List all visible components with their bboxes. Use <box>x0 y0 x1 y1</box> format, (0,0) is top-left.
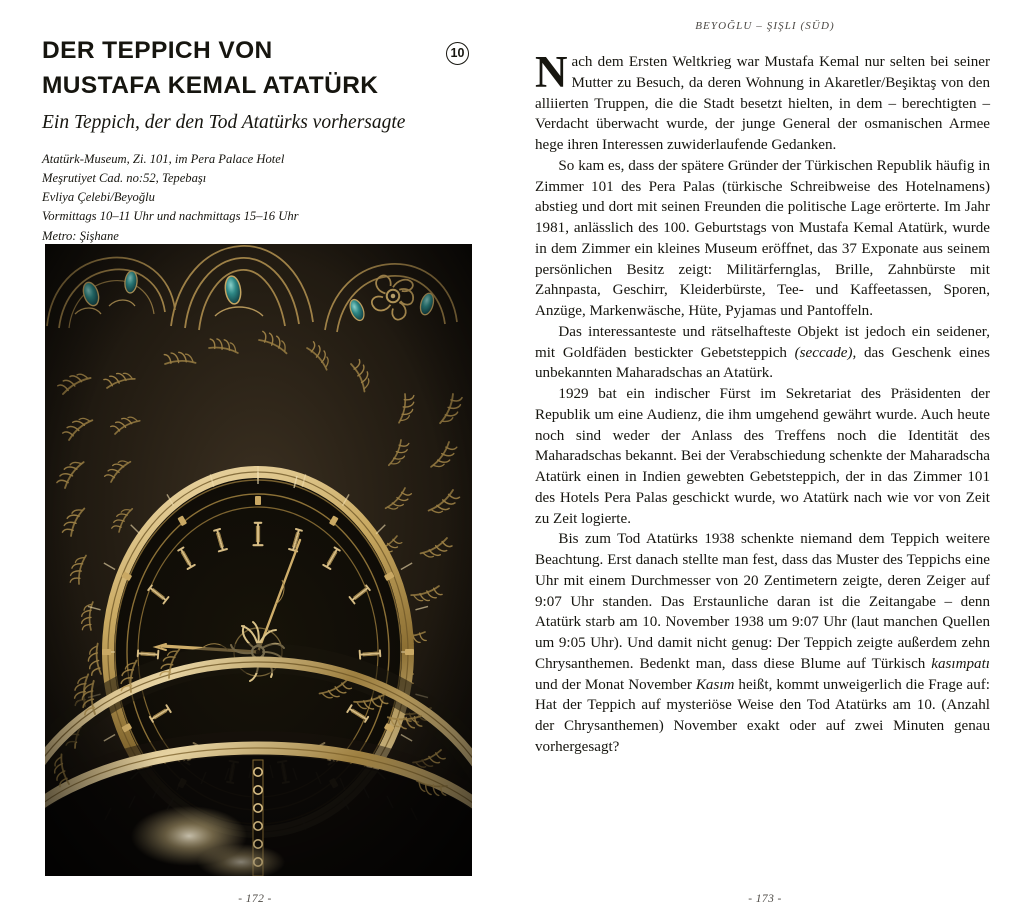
info-line-district: Evliya Çelebi/Beyoğlu <box>42 190 155 205</box>
paragraph-2: So kam es, dass der spätere Gründer der Türkischen Republik häufig in Zimmer 101 des Pera Palas (türkische Schreibweise des Hotelnamens) abstieg und dort mit seinen Freunden die politische Lage erörterte. Im Jahr 1981, anlässlich des 100. Geburtstags von Mustafa Kemal Atatürk, wurde in dem Zimmer ein kleines Museum eröffnet, das 37 Exponate aus seinem persönlichen Besitz zeigt: Militärfernglas, Brille, Zahnbürste mit Zahnpasta, Geschirr, Kleiderbürste, Tee- und Kaffeetassen, Sporen, Anzüge, Markenwäsche, Hüte, Pyjamas und Pantoffeln. <box>535 157 990 319</box>
folio-right: - 173 - <box>748 893 782 905</box>
right-page <box>510 0 1020 923</box>
paragraph-5-final <box>535 529 990 757</box>
seccade-before: Das interessanteste und rätselhafteste Objekt ist jedoch ein seidener, mit Goldfäden bestickter Gebetsteppich <box>535 323 990 361</box>
folio-left: - 172 - <box>238 893 272 905</box>
final-italic-kasimpati: kasımpatı <box>931 655 990 672</box>
chapter-subtitle: Ein Teppich, der den Tod Atatürks vorhersagte <box>42 112 406 133</box>
running-header: BEYOĞLU – ŞIŞLI (SÜD) <box>695 20 835 32</box>
final-part-2: und der Monat November <box>535 676 696 693</box>
info-line-museum: Atatürk-Museum, Zi. 101, im Pera Palace Hotel <box>42 152 285 166</box>
chapter-title-line-2: MUSTAFA KEMAL ATATÜRK <box>42 71 379 99</box>
info-line-street: Meşrutiyet Cad. no:52, Tepebaşı <box>42 171 207 186</box>
rug-photograph <box>45 244 472 876</box>
paragraph-3-seccade <box>535 322 990 384</box>
seccade-italic: (seccade), <box>794 344 857 361</box>
chapter-title-line-1: DER TEPPICH VON <box>42 37 273 64</box>
body-text-column <box>535 47 990 758</box>
final-part-1: Bis zum Tod Atatürks 1938 schenkte niemand dem Teppich weitere Beachtung. Erst danach stellte man fest, dass das Muster des Teppichs eine Uhr mit einem Durchmesser von 20 Zentimetern zeigte, deren Zeiger auf 9:07 Uhr standen. Das Erstaunliche daran ist die Zeitangabe – denn Atatürk starb am 10. November 1938 um 9:07 Uhr (laut manchen Quellen um 9:05 Uhr). Und damit nicht genug: Der Teppich zeigte außerdem zehn Chrysanthemen. Bedenkt man, dass diese Blume auf Türkisch <box>535 531 990 672</box>
info-line-hours: Vormittags 10–11 Uhr und nachmittags 15–16 Uhr <box>42 209 299 224</box>
chapter-title <box>42 34 442 104</box>
seccade-after: das Geschenk eines unbekannten Maharadschas an Atatürk. <box>535 344 990 382</box>
info-line-metro: Metro: Şişhane <box>42 228 119 243</box>
drop-cap: N <box>535 47 568 97</box>
paragraph-1-text: ach dem Ersten Weltkrieg war Mustafa Kemal nur selten bei seiner Mutter zu Besuch, da deren Wohnung in Akaretler/Beşiktaş von den alliierten Truppen, die die Stadt besetzt hielten, in dem – berechtigten – Verdacht überwacht wurde, der junge General der osmanischen Armee hege ihren Interessen zuwiderlaufende Gedanken. <box>535 54 990 153</box>
paragraph-1 <box>535 47 990 156</box>
page-title <box>42 34 442 104</box>
visitor-info-block <box>42 150 299 246</box>
final-part-3: heißt, kommt unweigerlich die Frage auf: Hat der Teppich auf mysteriöse Weise den Tod Atatürks am 10. (Anzahl der Chrysanthemen) November exakt oder auf zwei Minuten genau vorhergesagt? <box>535 676 990 755</box>
paragraph-4: 1929 bat ein indischer Fürst im Sekretariat des Präsidenten der Republik um eine Audienz, die ihm umgehend gewährt wurde. Auch heute noch sind weder der Anlass des Treffens noch die Identität des Maharadschas bekannt. Bei der Verabschiedung schenkte der Maharadscha Atatürk einen in Indien gewebten Gebetsteppich, der in das Zimmer 101 des Hotels Pera Palas geschickt wurde, wo Atatürk nach wie vor von Zeit zu Zeit logierte. <box>535 386 990 527</box>
chapter-number-badge: 10 <box>446 42 469 65</box>
final-italic-kasim: Kasım <box>695 676 735 693</box>
